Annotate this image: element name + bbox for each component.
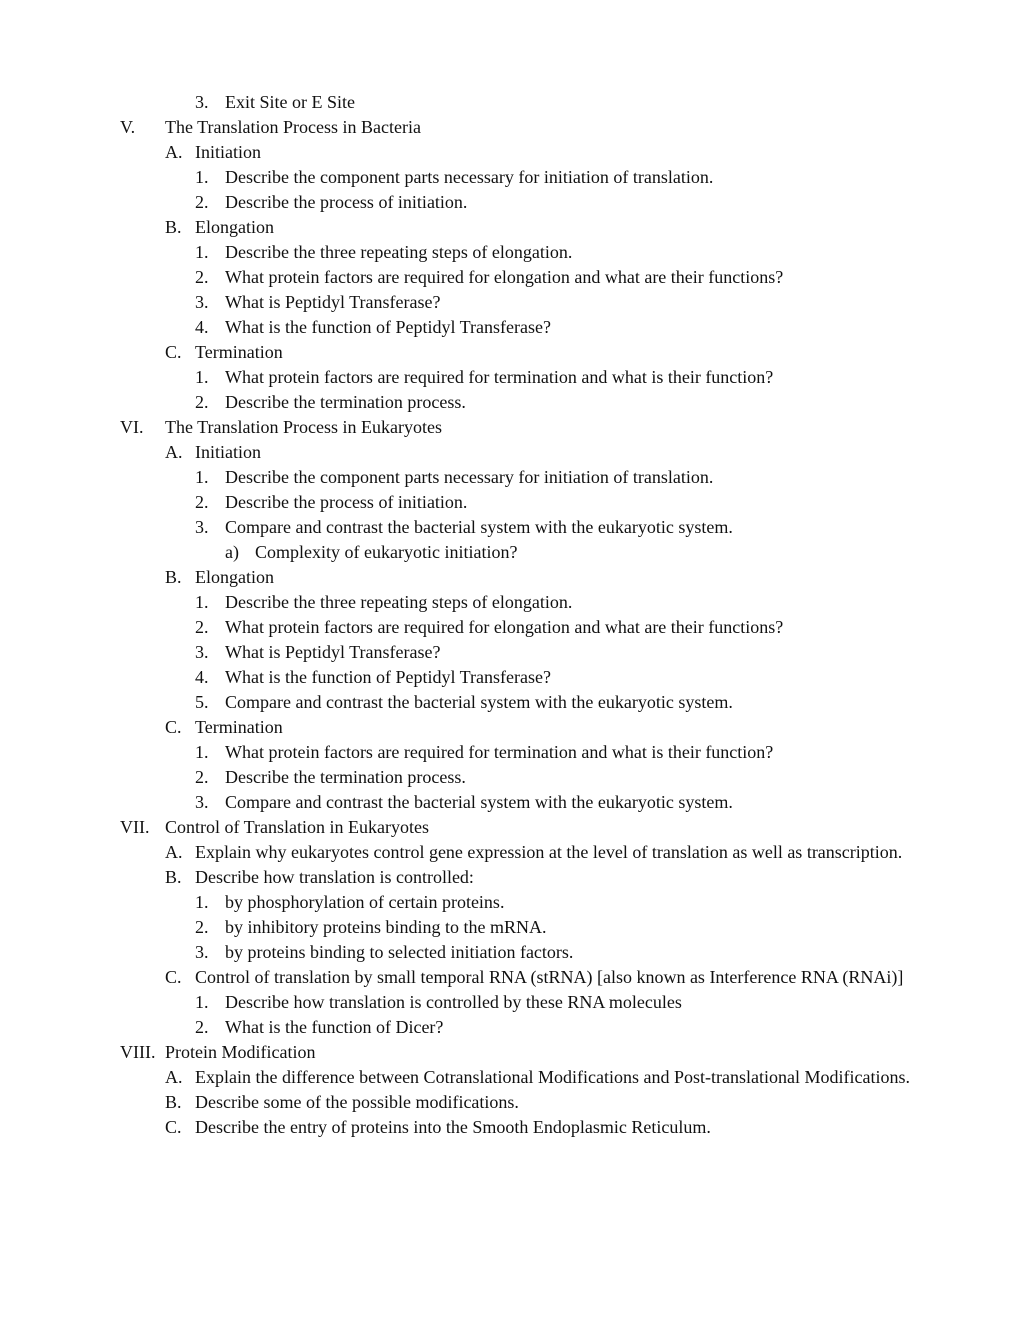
outline-text: Compare and contrast the bacterial system with the eukaryotic system. xyxy=(225,692,733,712)
outline-marker: 2. xyxy=(195,1017,209,1037)
outline-marker: 1. xyxy=(195,367,209,387)
outline-marker: B. xyxy=(165,867,182,887)
outline-marker: 1. xyxy=(195,167,209,187)
outline-marker: 2. xyxy=(195,917,209,937)
outline-text: Compare and contrast the bacterial system with the eukaryotic system. xyxy=(225,792,733,812)
outline-marker: VII. xyxy=(120,817,150,837)
outline-marker: A. xyxy=(165,1067,183,1087)
outline-marker: 1. xyxy=(195,467,209,487)
outline-text: Complexity of eukaryotic initiation? xyxy=(255,542,518,562)
outline-text: Describe how translation is controlled: xyxy=(195,867,474,887)
outline-text: Compare and contrast the bacterial system with the eukaryotic system. xyxy=(225,517,733,537)
outline-text: What protein factors are required for elongation and what are their functions? xyxy=(225,617,784,637)
outline-text: What is Peptidyl Transferase? xyxy=(225,292,441,312)
outline-item xyxy=(0,940,1020,965)
outline-item xyxy=(0,1115,1020,1140)
outline-marker: 1. xyxy=(195,242,209,262)
outline-marker: 1. xyxy=(195,742,209,762)
outline-marker: a) xyxy=(225,542,239,562)
outline-marker: C. xyxy=(165,342,182,362)
outline-item xyxy=(0,290,1020,315)
outline-text: by proteins binding to selected initiation factors. xyxy=(225,942,574,962)
outline-item xyxy=(0,340,1020,365)
outline-item xyxy=(0,1040,1020,1065)
outline-item xyxy=(0,815,1020,840)
outline-item xyxy=(0,865,1020,890)
outline-text: by phosphorylation of certain proteins. xyxy=(225,892,505,912)
outline-text: What protein factors are required for termination and what is their function? xyxy=(225,367,774,387)
outline-item xyxy=(0,265,1020,290)
outline-text: Describe some of the possible modifications. xyxy=(195,1092,519,1112)
outline-item xyxy=(0,965,1020,990)
outline-item xyxy=(0,915,1020,940)
outline-item xyxy=(0,590,1020,615)
outline-text: Explain the difference between Cotranslational Modifications and Post-translational Modifications. xyxy=(195,1067,910,1087)
outline-text: The Translation Process in Eukaryotes xyxy=(165,417,442,437)
outline-item xyxy=(0,540,1020,565)
outline-item xyxy=(0,390,1020,415)
outline-text: Describe the component parts necessary for initiation of translation. xyxy=(225,167,714,187)
outline-marker: 3. xyxy=(195,517,209,537)
outline-text: Describe the termination process. xyxy=(225,392,466,412)
outline-marker: 1. xyxy=(195,892,209,912)
outline-item xyxy=(0,415,1020,440)
outline-item xyxy=(0,715,1020,740)
outline-text: Exit Site or E Site xyxy=(225,92,355,112)
outline-marker: C. xyxy=(165,967,182,987)
outline-text: What protein factors are required for termination and what is their function? xyxy=(225,742,774,762)
outline-marker: 1. xyxy=(195,992,209,1012)
outline-marker: 2. xyxy=(195,192,209,212)
outline-marker: V. xyxy=(120,117,136,137)
outline-text: Control of translation by small temporal RNA (stRNA) [also known as Interference RNA (RNAi)] xyxy=(195,967,904,987)
outline-item xyxy=(0,115,1020,140)
outline-item xyxy=(0,490,1020,515)
outline-marker: 5. xyxy=(195,692,209,712)
outline-item xyxy=(0,840,1020,865)
outline-marker: 2. xyxy=(195,267,209,287)
outline-text: What is the function of Dicer? xyxy=(225,1017,444,1037)
outline-text: Describe how translation is controlled by these RNA molecules xyxy=(225,992,682,1012)
outline-text: Describe the three repeating steps of elongation. xyxy=(225,592,573,612)
outline-item xyxy=(0,1065,1020,1090)
outline-item xyxy=(0,215,1020,240)
outline-marker: B. xyxy=(165,1092,182,1112)
outline-marker: 2. xyxy=(195,767,209,787)
outline-text: Describe the process of initiation. xyxy=(225,492,468,512)
document-outline xyxy=(0,90,1020,1140)
outline-marker: B. xyxy=(165,567,182,587)
outline-text: Termination xyxy=(195,717,283,737)
outline-marker: VIII. xyxy=(120,1042,156,1062)
outline-item xyxy=(0,740,1020,765)
outline-marker: 3. xyxy=(195,792,209,812)
outline-text: Initiation xyxy=(195,442,261,462)
outline-marker: 3. xyxy=(195,92,209,112)
outline-item xyxy=(0,140,1020,165)
outline-item xyxy=(0,1015,1020,1040)
outline-marker: 3. xyxy=(195,942,209,962)
outline-item xyxy=(0,515,1020,540)
outline-text: What is the function of Peptidyl Transferase? xyxy=(225,667,551,687)
outline-text: Elongation xyxy=(195,217,274,237)
outline-item xyxy=(0,565,1020,590)
outline-text: Describe the three repeating steps of elongation. xyxy=(225,242,573,262)
outline-item xyxy=(0,640,1020,665)
outline-text: Describe the termination process. xyxy=(225,767,466,787)
outline-marker: 4. xyxy=(195,317,209,337)
outline-marker: B. xyxy=(165,217,182,237)
outline-marker: A. xyxy=(165,842,183,862)
outline-text: What is Peptidyl Transferase? xyxy=(225,642,441,662)
outline-item xyxy=(0,890,1020,915)
outline-text: What protein factors are required for elongation and what are their functions? xyxy=(225,267,784,287)
outline-marker: A. xyxy=(165,142,183,162)
outline-text: Describe the process of initiation. xyxy=(225,192,468,212)
outline-text: Termination xyxy=(195,342,283,362)
outline-text: Initiation xyxy=(195,142,261,162)
outline-item xyxy=(0,1090,1020,1115)
outline-marker: 1. xyxy=(195,592,209,612)
outline-marker: 2. xyxy=(195,617,209,637)
outline-marker: 3. xyxy=(195,292,209,312)
outline-marker: A. xyxy=(165,442,183,462)
outline-item xyxy=(0,765,1020,790)
outline-item xyxy=(0,190,1020,215)
outline-item xyxy=(0,465,1020,490)
outline-item xyxy=(0,990,1020,1015)
outline-text: The Translation Process in Bacteria xyxy=(165,117,421,137)
outline-marker: VI. xyxy=(120,417,144,437)
outline-item xyxy=(0,240,1020,265)
outline-text: by inhibitory proteins binding to the mRNA. xyxy=(225,917,547,937)
outline-text: Protein Modification xyxy=(165,1042,316,1062)
outline-item xyxy=(0,165,1020,190)
outline-item xyxy=(0,440,1020,465)
outline-marker: C. xyxy=(165,717,182,737)
outline-item xyxy=(0,90,1020,115)
outline-marker: 2. xyxy=(195,392,209,412)
outline-marker: 4. xyxy=(195,667,209,687)
outline-item xyxy=(0,315,1020,340)
outline-item xyxy=(0,365,1020,390)
outline-text: What is the function of Peptidyl Transferase? xyxy=(225,317,551,337)
outline-marker: 2. xyxy=(195,492,209,512)
outline-text: Describe the component parts necessary for initiation of translation. xyxy=(225,467,714,487)
outline-text: Describe the entry of proteins into the Smooth Endoplasmic Reticulum. xyxy=(195,1117,711,1137)
outline-item xyxy=(0,790,1020,815)
outline-item xyxy=(0,690,1020,715)
outline-text: Elongation xyxy=(195,567,274,587)
outline-marker: 3. xyxy=(195,642,209,662)
outline-marker: C. xyxy=(165,1117,182,1137)
outline-item xyxy=(0,665,1020,690)
outline-text: Explain why eukaryotes control gene expression at the level of translation as well as transcription. xyxy=(195,842,903,862)
outline-text: Control of Translation in Eukaryotes xyxy=(165,817,429,837)
outline-item xyxy=(0,615,1020,640)
